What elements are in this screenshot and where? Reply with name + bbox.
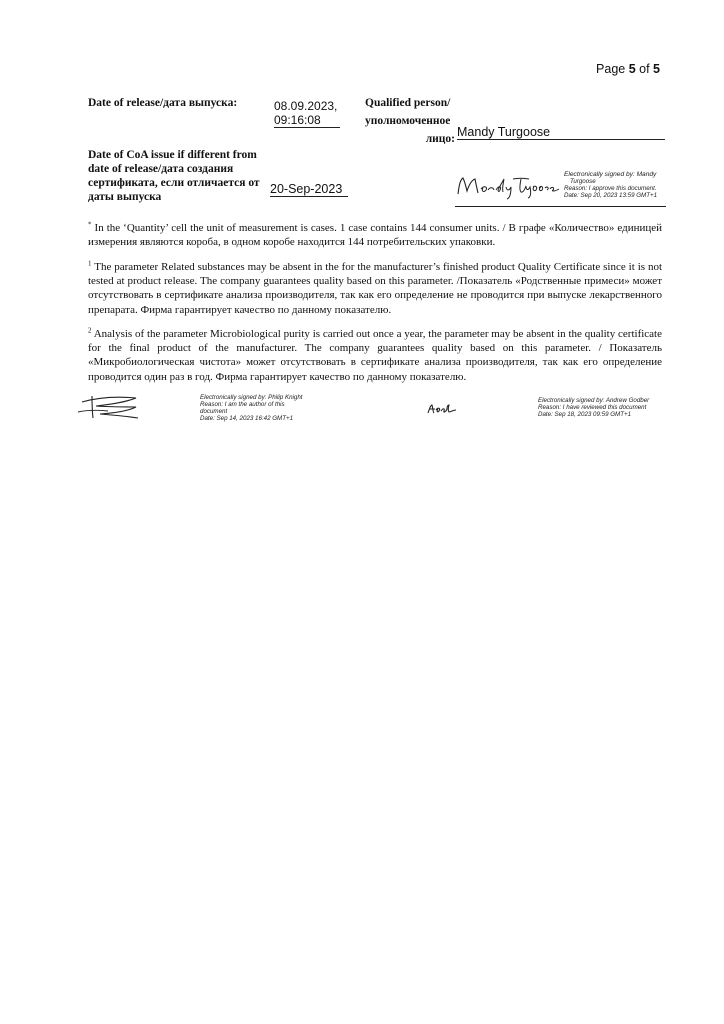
esignature-godber: Electronically signed by: Andrew Godber Reason: I have reviewed this document Date: Sep 18, 2023 09:59 GMT+1 bbox=[538, 397, 650, 418]
qualified-person-name: Mandy Turgoose bbox=[457, 125, 665, 140]
signature-turgoose bbox=[455, 172, 560, 202]
signature-line bbox=[455, 206, 666, 207]
release-date-label: Date of release/дата выпуска: bbox=[88, 97, 238, 109]
note-related-substances: $^1$ The parameter Related substances may be absent in the for the manufacturer’s finished product Quality Certificate since it is not tested at product release. The company guarantees quality based on this parameter. /Показатель «Родственные примеси» может отсутствовать в сертификате анализа производителя, так как его определение не проводится при выпуске лекарственного препарата. Фирма гарантирует качество по данному показателю. bbox=[88, 259, 663, 316]
coa-issue-label: Date of CoA issue if different from date of release/дата создания сертификата, если отличается от даты выпуска bbox=[88, 149, 260, 203]
note-microbiological-purity: $^2$ Analysis of the parameter Microbiological purity is carried out once a year, the parameter may be absent in the quality certificate for the final product of the manufacturer. The company guarantees quality based on this parameter. / Показатель «Микробиологическая чистота» может отсутствовать в сертификате анализа производителя, так как его определение проводится один раз в год. Фирма гарантирует качество по данному показателю. bbox=[88, 326, 662, 383]
esignature-knight: Electronically signed by: Philip Knight Reason: I am the author of this document Date: Sep 14, 2023 16:42 GMT+1 bbox=[200, 394, 303, 422]
esignature-turgoose: Electronically signed by: Mandy Turgoose Reason: I approve this document. Date: Sep 20, 2023 13:59 GMT+1 bbox=[564, 171, 658, 199]
qualified-person-label: Qualified person/ уполномоченное лицо: bbox=[365, 97, 455, 145]
note-quantity: * In the ‘Quantity’ cell the unit of measurement is cases. 1 case contains 144 consumer units. / В графе «Количество» единицей измерения являются короба, в одном коробе находится 144 потребительских упаковки. bbox=[88, 220, 663, 249]
signature-godber bbox=[427, 403, 457, 415]
signature-knight bbox=[74, 392, 144, 422]
page-current: 5 bbox=[628, 62, 636, 76]
page-number: Page 5 of 5 bbox=[596, 62, 660, 76]
page-total: 5 bbox=[653, 62, 660, 76]
release-date-value: 08.09.2023, 09:16:08 bbox=[274, 99, 340, 128]
coa-issue-date: 20-Sep-2023 bbox=[270, 182, 348, 197]
